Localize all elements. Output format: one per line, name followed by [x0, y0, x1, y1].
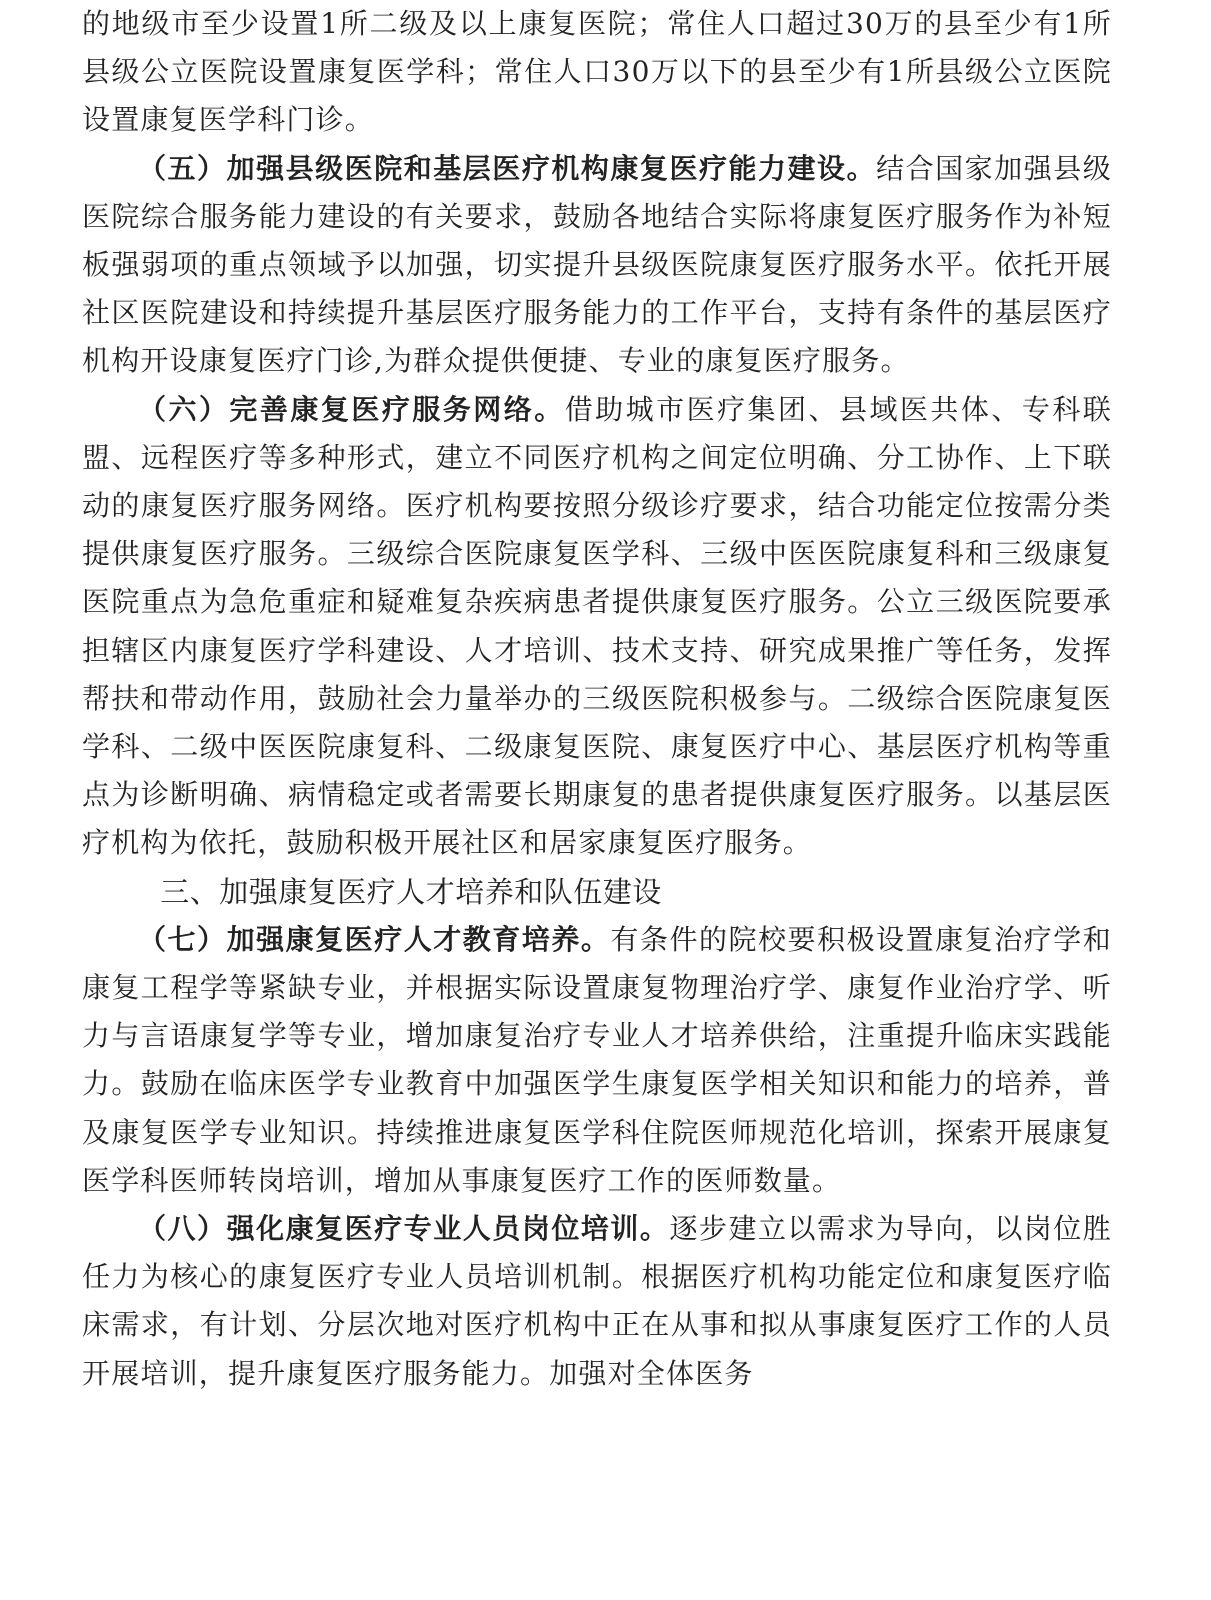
paragraph-continuation	[82, 0, 1112, 145]
document-page	[82, 0, 1112, 1398]
section-heading: 三、加强康复医疗人才培养和队伍建设	[160, 874, 662, 909]
paragraph-item-6	[82, 386, 1112, 868]
paragraph-text: 有条件的院校要积极设置康复治疗学和康复工程学等紧缺专业，并根据实际设置康复物理治疗学、康复作业治疗学、听力与言语康复学等专业，增加康复治疗专业人才培养供给，注重提升临床实践能力。鼓励在临床医学专业教育中加强医学生康复医学相关知识和能力的培养，普及康复医学专业知识。持续推进康复医学科住院医师规范化培训，探索开展康复医学科医师转岗培训，增加从事康复医疗工作的医师数量。	[82, 922, 1113, 1197]
paragraph-text: 的地级市至少设置1所二级及以上康复医院；常住人口超过30万的县至少有1所县级公立医院设置康复医学科；常住人口30万以下的县至少有1所县级公立医院设置康复医学科门诊。	[82, 7, 1112, 137]
paragraph-text: 借助城市医疗集团、县域医共体、专科联盟、远程医疗等多种形式，建立不同医疗机构之间定位明确、分工协作、上下联动的康复医疗服务网络。医疗机构要按照分级诊疗要求，结合功能定位按需分类提供康复医疗服务。三级综合医院康复医学科、三级中医医院康复科和三级康复医院重点为急危重症和疑难复杂疾病患者提供康复医疗服务。公立三级医院要承担辖区内康复医疗学科建设、人才培训、技术支持、研究成果推广等任务，发挥帮扶和带动作用，鼓励社会力量举办的三级医院积极参与。二级综合医院康复医学科、二级中医医院康复科、二级康复医院、康复医疗中心、基层医疗机构等重点为诊断明确、病情稳定或者需要长期康复的患者提供康复医疗服务。以基层医疗机构为依托，鼓励积极开展社区和居家康复医疗服务。	[82, 392, 1112, 860]
paragraph-lead: （八）强化康复医疗专业人员岗位培训。	[138, 1212, 670, 1246]
paragraph-lead: （七）加强康复医疗人才教育培养。	[138, 922, 611, 956]
paragraph-item-8	[82, 1205, 1112, 1398]
paragraph-text: 逐步建立以需求为导向，以岗位胜任力为核心的康复医疗专业人员培训机制。根据医疗机构功能定位和康复医疗临床需求，有计划、分层次地对医疗机构中正在从事和拟从事康复医疗工作的人员开展培训，提升康复医疗服务能力。加强对全体医务	[82, 1212, 1112, 1390]
paragraph-lead: （六）完善康复医疗服务网络。	[138, 392, 565, 426]
paragraph-lead: （五）加强县级医院和基层医疗机构康复医疗能力建设。	[138, 151, 877, 185]
paragraph-item-5	[82, 145, 1112, 386]
paragraph-text: 结合国家加强县级医院综合服务能力建设的有关要求，鼓励各地结合实际将康复医疗服务作为补短板强弱项的重点领域予以加强，切实提升县级医院康复医疗服务水平。依托开展社区医院建设和持续提升基层医疗服务能力的工作平台，支持有条件的基层医疗机构开设康复医疗门诊,为群众提供便捷、专业的康复医疗服务。	[82, 151, 1112, 378]
paragraph-item-7	[82, 916, 1112, 1205]
